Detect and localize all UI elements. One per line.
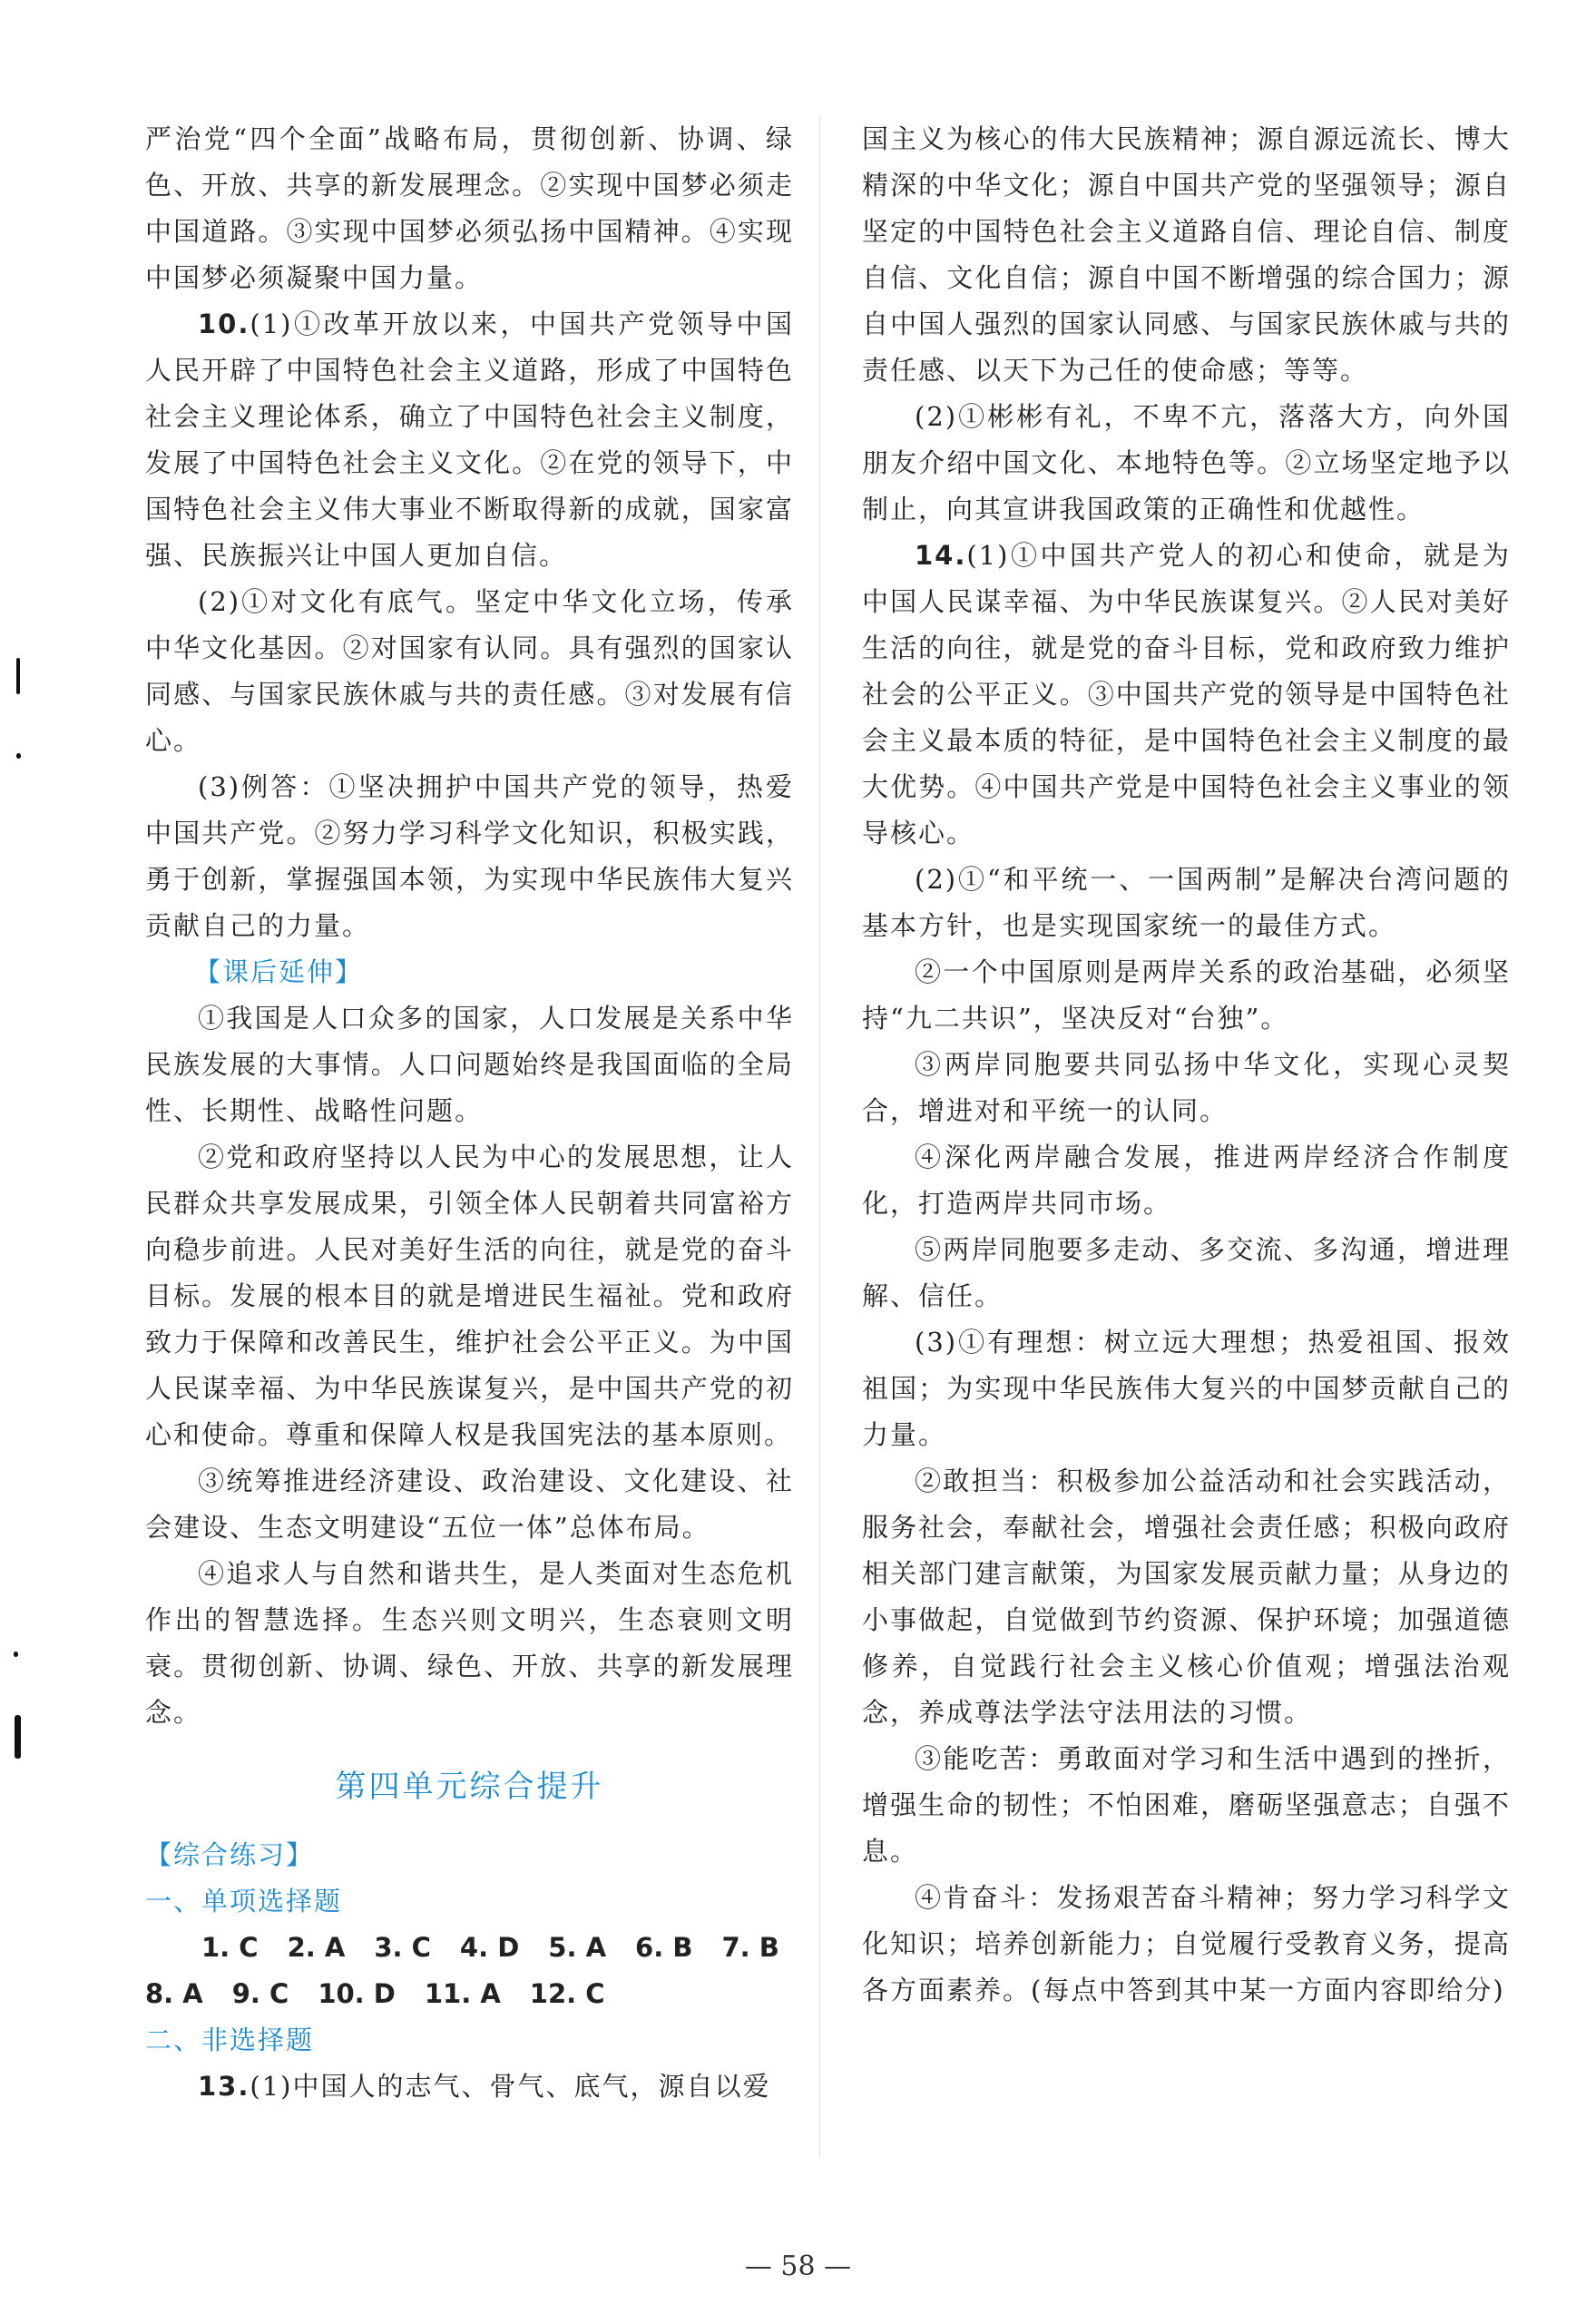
answer-item: 7. B [721,1932,779,1963]
section-label: 一、单项选择题 [145,1886,343,1917]
left-column [145,116,794,2110]
paragraph-text: (1)①中国共产党人的初心和使命，就是为中国人民谋幸福、为中华民族谋复兴。②人民对美好生活的向往，就是党的奋斗目标，党和政府致力维护社会的公平正义。③中国共产党的领导是中国特色社会主义最本质的特征，是中国特色社会主义制度的最大优势。④中国共产党是中国特色社会主义事业的领导核心。 [862,540,1511,848]
paragraph-text: ②一个中国原则是两岸关系的政治基础，必须坚持“九二共识”，坚决反对“台独”。 [862,956,1511,1034]
paragraph [145,1551,794,1736]
answer-item: 3. C [374,1932,431,1963]
paragraph-text: (1)中国人的志气、骨气、底气，源自以爱 [250,2071,771,2102]
paragraph-text: ③能吃苦：勇敢面对学习和生活中遇到的挫折，增强生命的韧性；不怕困难，磨砺坚强意志；自强不息。 [862,1743,1511,1867]
paragraph-text: (2)①彬彬有礼，不卑不亢，落落大方，向外国朋友介绍中国文化、本地特色等。②立场坚定地予以制止，向其宣讲我国政策的正确性和优越性。 [862,401,1511,525]
section-label: 二、非选择题 [145,2025,315,2055]
paragraph [145,995,794,1134]
paragraph-text: ③统筹推进经济建设、政治建设、文化建设、社会建设、生态文明建设“五位一体”总体布局。 [145,1466,794,1543]
section-label: 【课后延伸】 [194,956,364,987]
paragraph-text: ④深化两岸融合发展，推进两岸经济合作制度化，打造两岸共同市场。 [862,1142,1511,1219]
paragraph-text: (3)①有理想：树立远大理想；热爱祖国、报效祖国；为实现中华民族伟大复兴的中国梦贡献自己的力量。 [862,1327,1511,1450]
paragraph-text: ①我国是人口众多的国家，人口发展是关系中华民族发展的大事情。人口问题始终是我国面临的全局性、长期性、战略性问题。 [145,1003,794,1126]
paragraph [862,1319,1511,1458]
question-number: 13. [198,2071,250,2102]
paragraph [862,1458,1511,1736]
paragraph [145,1134,794,1458]
paragraph [862,949,1511,1042]
paragraph [145,301,794,579]
scan-mark [15,1715,21,1759]
paragraph [145,2064,794,2110]
paragraph-text: (2)①对文化有底气。坚定中华文化立场，传承中华文化基因。②对国家有认同。具有强烈的国家认同感、与国家民族休戚与共的责任感。③对发展有信心。 [145,586,794,756]
paragraph [145,579,794,764]
paragraph-text: (1)①改革开放以来，中国共产党领导中国人民开辟了中国特色社会主义道路，形成了中国特色社会主义理论体系，确立了中国特色社会主义制度，发展了中国特色社会主义文化。②在党的领导下，中国特色社会主义伟大事业不断取得新的成就，国家富强、民族振兴让中国人更加自信。 [145,309,794,571]
scan-mark [14,1652,18,1657]
answer-item: 8. A [145,1978,203,2009]
paragraph-text: ③两岸同胞要共同弘扬中华文化，实现心灵契合，增进对和平统一的认同。 [862,1049,1511,1126]
answer-item: 1. C [201,1932,259,1963]
paragraph [862,1736,1511,1875]
paragraph-text: ④追求人与自然和谐共生，是人类面对生态危机作出的智慧选择。生态兴则文明兴，生态衰则文明衰。贯彻创新、协调、绿色、开放、共享的新发展理念。 [145,1558,794,1728]
paragraph-text: 国主义为核心的伟大民族精神；源自源远流长、博大精深的中华文化；源自中国共产党的坚强领导；源自坚定的中国特色社会主义道路自信、理论自信、制度自信、文化自信；源自中国不断增强的综合国力；源自中国人强烈的国家认同感、与国家民族休戚与共的责任感、以天下为己任的使命感；等等。 [862,123,1511,386]
answer-item: 10. D [318,1978,396,2009]
answer-row [145,1925,794,1971]
paragraph [145,116,794,301]
section-label: 【综合练习】 [145,1839,315,1870]
scan-mark [16,658,20,694]
unit-title: 第四单元综合提升 [335,1769,604,1805]
paragraph-text: 严治党“四个全面”战略布局，贯彻创新、协调、绿色、开放、共享的新发展理念。②实现中国梦必须走中国道路。③实现中国梦必须弘扬中国精神。④实现中国梦必须凝聚中国力量。 [145,123,794,293]
paragraph [862,1042,1511,1134]
paragraph-text: ⑤两岸同胞要多走动、多交流、多沟通，增进理解、信任。 [862,1234,1511,1311]
paragraph-text: ④肯奋斗：发扬艰苦奋斗精神；努力学习科学文化知识；培养创新能力；自觉履行受教育义务，提高各方面素养。(每点中答到其中某一方面内容即给分) [862,1882,1511,2005]
answer-item: 9. C [231,1978,289,2009]
paragraph [862,1134,1511,1227]
paragraph [862,1875,1511,2014]
answer-item: 2. A [287,1932,346,1963]
paragraph [145,1458,794,1551]
question-number: 10. [198,309,250,339]
paragraph [862,1227,1511,1319]
right-column [862,116,1511,2014]
page-number: — 58 — [744,2250,852,2282]
paragraph [862,116,1511,394]
scan-mark [16,753,21,759]
answer-item: 5. A [548,1932,607,1963]
paragraph-text: ②党和政府坚持以人民为中心的发展思想，让人民群众共享发展成果，引领全体人民朝着共同富裕方向稳步前进。人民对美好生活的向往，就是党的奋斗目标。发展的根本目的就是增进民生福祉。党和政府致力于保障和改善民生，维护社会公平正义。为中国人民谋幸福、为中华民族谋复兴，是中国共产党的初心和使命。尊重和保障人权是我国宪法的基本原则。 [145,1142,794,1450]
question-number: 14. [915,540,967,571]
paragraph-text: (3)例答：①坚决拥护中国共产党的领导，热爱中国共产党。②努力学习科学文化知识，积极实践，勇于创新，掌握强国本领，为实现中华民族伟大复兴贡献自己的力量。 [145,771,794,941]
paragraph [862,533,1511,857]
paragraph [145,764,794,949]
paragraph [862,857,1511,949]
answer-item: 4. D [459,1932,520,1963]
paragraph-text: (2)①“和平统一、一国两制”是解决台湾问题的基本方针，也是实现国家统一的最佳方式。 [862,864,1511,941]
column-divider [819,116,820,2158]
answer-item: 11. A [424,1978,501,2009]
paragraph [862,394,1511,533]
answer-item: 12. C [529,1978,605,2009]
paragraph-text: ②敢担当：积极参加公益活动和社会实践活动，服务社会，奉献社会，增强社会责任感；积极向政府相关部门建言献策，为国家发展贡献力量；从身边的小事做起，自觉做到节约资源、保护环境；加强道德修养，自觉践行社会主义核心价值观；增强法治观念，养成尊法学法守法用法的习惯。 [862,1466,1511,1728]
answer-item: 6. B [635,1932,693,1963]
answer-row [145,1971,794,2017]
